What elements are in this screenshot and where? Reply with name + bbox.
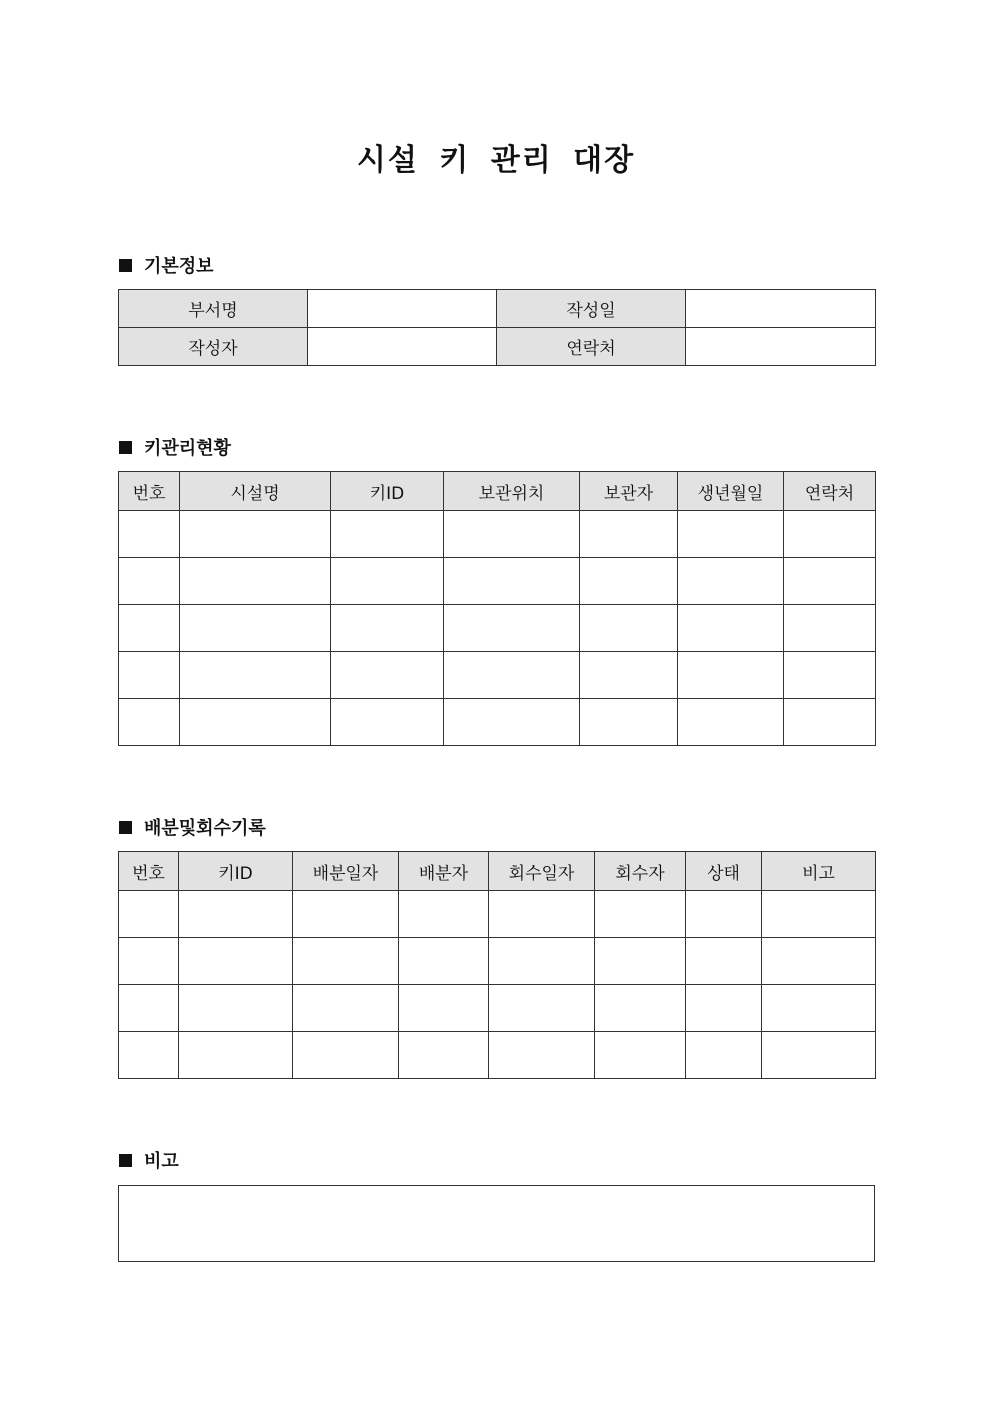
contact-field[interactable] [686, 328, 876, 366]
table-cell[interactable] [179, 938, 293, 985]
table-cell[interactable] [784, 652, 876, 699]
author-field[interactable] [308, 328, 497, 366]
column-header-key-id: 키ID [331, 472, 444, 511]
column-header-birth-date: 생년월일 [678, 472, 784, 511]
table-cell[interactable] [489, 1032, 595, 1079]
table-cell[interactable] [119, 605, 180, 652]
table-header-row [119, 852, 876, 891]
table-cell[interactable] [784, 605, 876, 652]
table-cell[interactable] [180, 511, 331, 558]
table-cell[interactable] [444, 558, 580, 605]
section-heading-label: 비고 [144, 1151, 179, 1172]
column-header-key-id: 키ID [179, 852, 293, 891]
table-cell[interactable] [784, 558, 876, 605]
table-cell[interactable] [444, 699, 580, 746]
table-cell[interactable] [119, 985, 179, 1032]
table-cell[interactable] [762, 938, 876, 985]
table-cell[interactable] [762, 891, 876, 938]
table-cell[interactable] [180, 605, 331, 652]
table-cell[interactable] [119, 558, 180, 605]
table-cell[interactable] [399, 891, 489, 938]
table-cell[interactable] [331, 652, 444, 699]
table-cell[interactable] [179, 985, 293, 1032]
department-field[interactable] [308, 290, 497, 328]
table-cell[interactable] [293, 1032, 399, 1079]
table-cell[interactable] [784, 699, 876, 746]
section-heading-basic-info [119, 253, 214, 277]
table-cell[interactable] [686, 985, 762, 1032]
table-cell[interactable] [595, 985, 686, 1032]
department-label: 부서명 [119, 290, 308, 328]
table-cell[interactable] [180, 699, 331, 746]
table-row [119, 558, 876, 605]
table-cell[interactable] [444, 605, 580, 652]
column-header-contact: 연락처 [784, 472, 876, 511]
table-cell[interactable] [686, 891, 762, 938]
section-heading-label: 배분및회수기록 [144, 818, 266, 839]
column-header-note: 비고 [762, 852, 876, 891]
column-header-distributor: 배분자 [399, 852, 489, 891]
table-row [119, 328, 876, 366]
table-cell[interactable] [331, 699, 444, 746]
table-cell[interactable] [331, 605, 444, 652]
table-cell[interactable] [119, 511, 180, 558]
table-cell[interactable] [180, 558, 331, 605]
section-heading-label: 기본정보 [144, 256, 214, 277]
table-cell[interactable] [331, 511, 444, 558]
table-cell[interactable] [580, 605, 678, 652]
table-cell[interactable] [784, 511, 876, 558]
table-row [119, 652, 876, 699]
table-cell[interactable] [580, 558, 678, 605]
table-row [119, 1032, 876, 1079]
table-cell[interactable] [179, 1032, 293, 1079]
key-status-table [118, 471, 876, 746]
table-row [119, 511, 876, 558]
table-cell[interactable] [119, 891, 179, 938]
basic-info-table [118, 289, 876, 366]
table-cell[interactable] [399, 985, 489, 1032]
table-row [119, 605, 876, 652]
table-cell[interactable] [762, 1032, 876, 1079]
column-header-return-date: 회수일자 [489, 852, 595, 891]
table-cell[interactable] [580, 511, 678, 558]
table-cell[interactable] [119, 938, 179, 985]
table-cell[interactable] [580, 699, 678, 746]
table-cell[interactable] [595, 891, 686, 938]
table-header-row [119, 472, 876, 511]
contact-label: 연락처 [497, 328, 686, 366]
table-cell[interactable] [762, 985, 876, 1032]
table-cell[interactable] [595, 1032, 686, 1079]
table-row [119, 699, 876, 746]
square-bullet-icon [119, 1154, 132, 1167]
table-cell[interactable] [293, 891, 399, 938]
column-header-storage-location: 보관위치 [444, 472, 580, 511]
table-cell[interactable] [179, 891, 293, 938]
table-cell[interactable] [119, 652, 180, 699]
square-bullet-icon [119, 441, 132, 454]
table-cell[interactable] [489, 985, 595, 1032]
table-cell[interactable] [686, 938, 762, 985]
table-cell[interactable] [119, 1032, 179, 1079]
table-cell[interactable] [686, 1032, 762, 1079]
column-header-number: 번호 [119, 472, 180, 511]
key-status-table-body [119, 511, 876, 746]
table-cell[interactable] [180, 652, 331, 699]
table-row [119, 891, 876, 938]
page-title: 시설 키 관리 대장 [356, 143, 636, 178]
distribution-table-body [119, 891, 876, 1079]
written-date-field[interactable] [686, 290, 876, 328]
table-cell[interactable] [489, 938, 595, 985]
square-bullet-icon [119, 259, 132, 272]
remarks-field[interactable] [118, 1185, 875, 1262]
table-cell[interactable] [595, 938, 686, 985]
table-cell[interactable] [678, 652, 784, 699]
distribution-table [118, 851, 876, 1079]
written-date-label: 작성일 [497, 290, 686, 328]
table-cell[interactable] [678, 511, 784, 558]
column-header-keeper: 보관자 [580, 472, 678, 511]
column-header-distribution-date: 배분일자 [293, 852, 399, 891]
section-heading-key-status [119, 435, 231, 459]
table-cell[interactable] [580, 652, 678, 699]
table-cell[interactable] [678, 699, 784, 746]
table-cell[interactable] [331, 558, 444, 605]
table-cell[interactable] [293, 985, 399, 1032]
section-heading-label: 키관리현황 [144, 438, 231, 459]
author-label: 작성자 [119, 328, 308, 366]
table-cell[interactable] [119, 699, 180, 746]
column-header-status: 상태 [686, 852, 762, 891]
table-cell[interactable] [399, 938, 489, 985]
square-bullet-icon [119, 821, 132, 834]
table-cell[interactable] [489, 891, 595, 938]
column-header-facility-name: 시설명 [180, 472, 331, 511]
section-heading-distribution [119, 815, 266, 839]
table-row [119, 985, 876, 1032]
table-cell[interactable] [444, 652, 580, 699]
column-header-returner: 회수자 [595, 852, 686, 891]
table-cell[interactable] [444, 511, 580, 558]
table-cell[interactable] [399, 1032, 489, 1079]
table-cell[interactable] [293, 938, 399, 985]
table-cell[interactable] [678, 605, 784, 652]
section-heading-remarks [119, 1148, 179, 1172]
table-row [119, 290, 876, 328]
column-header-number: 번호 [119, 852, 179, 891]
table-cell[interactable] [678, 558, 784, 605]
table-row [119, 938, 876, 985]
